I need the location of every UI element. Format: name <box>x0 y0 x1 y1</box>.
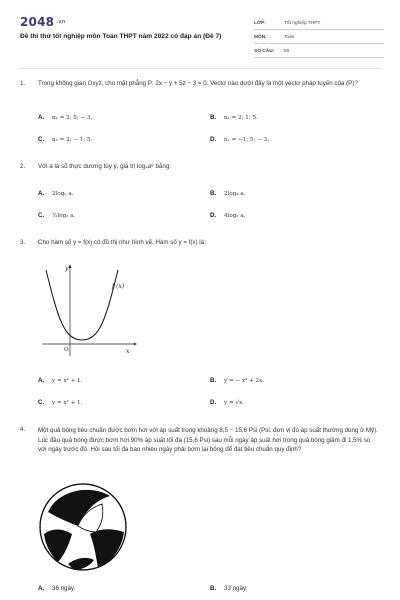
question-2: 2. Với a là số thực dương tùy ý, giá trị log₄a⁸ bằng: <box>20 163 382 171</box>
question-3-options-row-1 <box>20 377 382 387</box>
option-d[interactable]: D. n₁ = −1; 5; − 3. <box>210 136 270 143</box>
exam-title: Đề thi thử tốt nghiệp môn Toán THPT năm 2022 có đáp án (Đề 7) <box>20 33 222 40</box>
question-1-options-row-1 <box>20 114 382 124</box>
option-b[interactable]: B. y = − x⁴ + 2x. <box>210 377 265 384</box>
question-text: Cho hàm số y = f(x) có đồ thị như hình vẽ. Hàm số y = f(x) là: <box>38 239 206 246</box>
question-2-options-row-1 <box>20 190 382 200</box>
x-axis-label: x <box>126 348 130 355</box>
question-3-options-row-2 <box>20 399 382 409</box>
option-c[interactable]: C. y = x² + 1. <box>38 399 83 406</box>
option-b[interactable]: B. 2log₄ a. <box>210 190 246 197</box>
site-logo[interactable]: 2048 .vn <box>20 15 66 29</box>
option-b[interactable]: B. 33 ngày. <box>210 585 248 592</box>
question-2-options-row-2 <box>20 212 382 222</box>
option-d[interactable]: D. y = √x. <box>210 399 244 406</box>
header-divider <box>20 68 380 69</box>
option-c[interactable]: C. ½log₂ a. <box>38 212 76 219</box>
question-1-options-row-2 <box>20 136 382 146</box>
worksheet-header <box>20 14 384 58</box>
option-d[interactable]: D. 4log₂ a. <box>210 212 246 219</box>
option-b[interactable]: B. n₁ = 2; 1; 5. <box>210 114 258 121</box>
curve-label: f (x) <box>112 283 125 290</box>
function-graph <box>38 258 138 358</box>
question-text: Trong không gian Oxyz, cho mặt phẳng P: 2x − y + 5z − 3 = 0. Vectơ nào dưới đây là một vectơ pháp tuyến của (P)? <box>38 80 358 87</box>
question-4-options-row-1 <box>20 585 382 595</box>
option-a[interactable]: A. n₁ = 2; 5; − 3. <box>38 114 93 121</box>
meta-subject-row: MÔN: Toán <box>254 30 384 44</box>
origin-label: O <box>64 347 69 353</box>
option-a[interactable]: A. 2log₂ a. <box>38 190 74 197</box>
question-text: Với a là số thực dương tùy ý, giá trị log₄a⁸ bằng: <box>38 163 171 170</box>
meta-class-row: LỚP: Tốt nghiệp THPT <box>254 16 384 30</box>
parabola-curve <box>46 270 118 340</box>
question-1: 1. Trong không gian Oxyz, cho mặt phẳng P: 2x − y + 5z − 3 = 0. Vectơ nào dưới đây là một vectơ pháp tuyến của (P)? <box>20 80 382 88</box>
x-axis-arrow-icon <box>134 343 137 346</box>
exam-meta <box>254 16 384 58</box>
question-text: Một quả bóng tiêu chuẩn được bơm hơi với áp suất trong khoảng 8,5 − 15,6 Psi (Psi: đơn vị đo áp suất thường dùng ở Mỹ). Lúc đầu quả bóng được bơm hơi 90% áp suất tối đa (15,6 Psi) sau mỗi ngày áp suất hơi trong quả bóng giảm đi 1,5% so với ngày trước đó. Hỏi sau tối đa bao nhiêu ngày phải bơm lại bóng để đạt tiêu chuẩn quy định? <box>38 427 378 454</box>
y-axis-label: y <box>65 265 69 272</box>
option-a[interactable]: A. 36 ngày. <box>38 585 76 592</box>
option-c[interactable]: C. n₁ = 2; − 1; 5. <box>38 136 93 143</box>
y-axis-arrow-icon <box>69 264 72 268</box>
option-a[interactable]: A. y = x⁴ + 1. <box>38 377 83 384</box>
question-4: 4. Một quả bóng tiêu chuẩn được bơm hơi với áp suất trong khoảng 8,5 − 15,6 Psi (Psi: đơn vị đo áp suất thường dùng ở Mỹ). Lúc đầu quả bóng được bơm hơi 90% áp suất tối đa (15,6 Psi) sau mỗi ngày áp suất hơi trong quả bóng giảm đi 1,5% so với ngày trước đó. Hỏi sau tối đa bao nhiêu ngày phải bơm lại bóng để đạt tiêu chuẩn quy định? <box>20 426 382 455</box>
question-3: 3. Cho hàm số y = f(x) có đồ thị như hình vẽ. Hàm số y = f(x) là: <box>20 239 382 247</box>
meta-count-row: SỐ CÂU: 50 <box>254 44 384 58</box>
football-image <box>38 482 128 572</box>
